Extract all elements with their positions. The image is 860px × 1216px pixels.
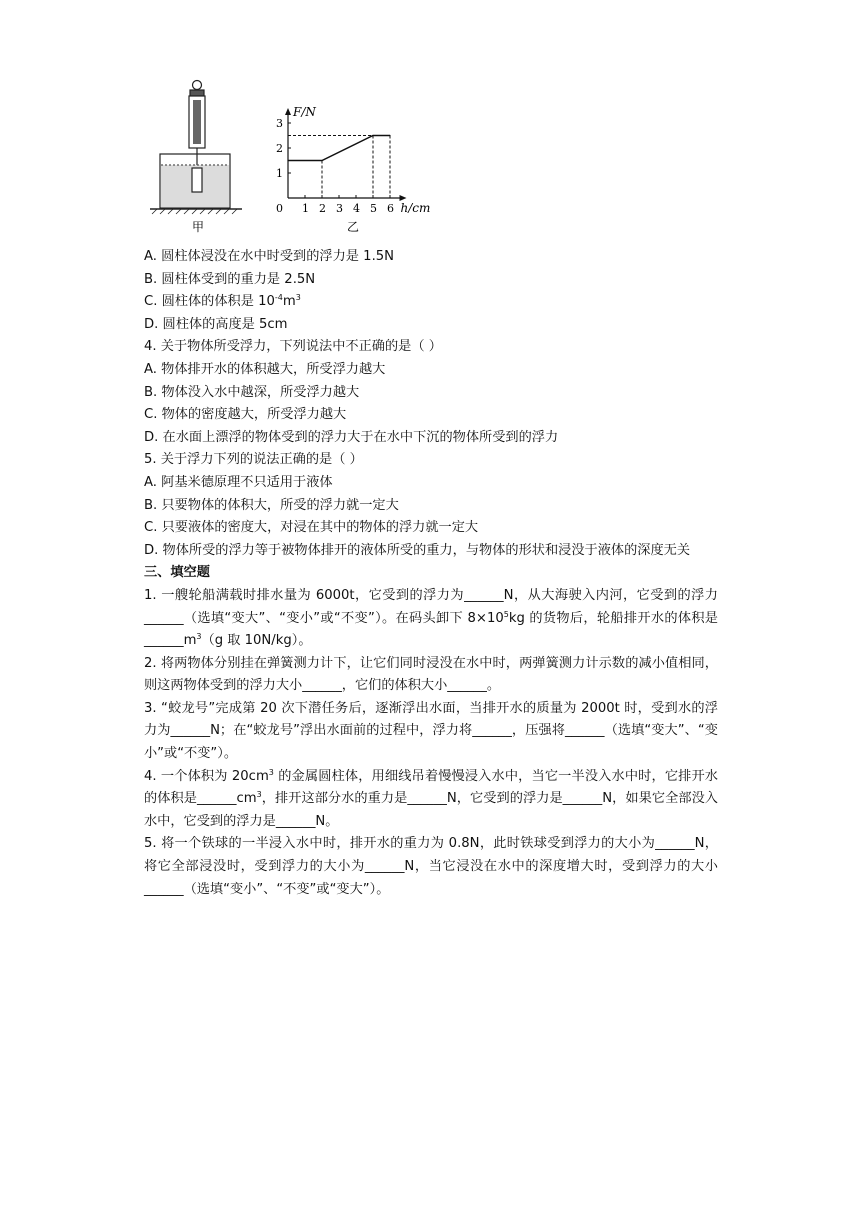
data-point [287, 160, 288, 161]
spring-scale-apparatus [150, 81, 242, 215]
x-tick-label: 1 [302, 202, 309, 215]
data-line [288, 136, 390, 161]
y-tick-label: 2 [276, 142, 283, 155]
fill-question-4: 4. 一个体积为 $20cm^3$ 的金属圆柱体，用细线吊着慢慢浸入水中，当它一半没入水中时，它排开水的体积是$\_\_\_\_\_\_cm^3$，排开这部分水的重力是______N，它受到的浮力是______N，如果它全部没入水中，它受到的浮力是______N。 [144, 767, 718, 829]
q3-option-c: C. 圆柱体的体积是 $10^{-4}m^3$ [144, 293, 301, 310]
x-tick-label: 0 [276, 202, 283, 215]
scale-spring [193, 100, 201, 144]
question-content [144, 246, 718, 901]
section-title: 三、填空题 [144, 565, 210, 581]
fill-question-3: 3. “蛟龙号”完成第 20 次下潜任务后，逐渐浮出水面，当排开水的质量为 2000t 时，受到水的浮力为______N；在“蛟龙号”浮出水面前的过程中，浮力将______，压强将______（选填“变大”、“变小”或“不变”）。 [144, 700, 718, 762]
scale-top-cap [190, 90, 204, 96]
x-tick-label: 4 [353, 202, 360, 215]
q4-stem: 4. 关于物体所受浮力，下列说法中不正确的是（ ） [144, 339, 442, 355]
q5-option-a: A. 阿基米德原理不只适用于液体 [144, 474, 333, 490]
x-tick-label: 2 [319, 202, 326, 215]
data-point [372, 135, 373, 136]
problem-figure [140, 76, 460, 236]
q4-option-d: D. 在水面上漂浮的物体受到的浮力大于在水中下沉的物体所受到的浮力 [144, 429, 559, 445]
y-tick-label: 1 [276, 167, 283, 180]
force-depth-graph [276, 105, 430, 215]
q4-option-a: A. 物体排开水的体积越大，所受浮力越大 [144, 361, 386, 377]
y-axis-arrow [285, 108, 291, 115]
q5-stem: 5. 关于浮力下列的说法正确的是（ ） [144, 452, 363, 468]
right-caption: 乙 [347, 220, 360, 234]
fill-question-1: 1. 一艘轮船满载时排水量为 6000t，它受到的浮力为______N，从大海驶入内河，它受到的浮力______（选填“变大”、“变小”或“不变”）。在码头卸下 $8\times 10^5kg$ 的货物后，轮船排开水的体积是$\_\_\_\_\_\_m^3(g$ 取 10N/kg）。 [144, 587, 718, 649]
fill-question-5: 5. 将一个铁球的一半浸入水中时，排开水的重力为 0.8N，此时铁球受到浮力的大小为______N，将它全部浸没时，受到浮力的大小为______N，当它浸没在水中的深度增大时，受到浮力的大小______（选填“变小”、“不变”或“变大”）。 [144, 836, 718, 897]
q4-option-c: C. 物体的密度越大，所受浮力越大 [144, 407, 347, 423]
cylinder [192, 168, 202, 192]
q5-option-b: B. 只要物体的体积大，所受的浮力就一定大 [144, 497, 399, 513]
q4-option-b: B. 物体没入水中越深，所受浮力越大 [144, 384, 360, 400]
data-point [389, 135, 390, 136]
q5-option-d: D. 物体所受的浮力等于被物体排开的液体所受的重力，与物体的形状和浸没于液体的深度无关 [144, 542, 691, 558]
y-tick-label: 3 [276, 117, 283, 130]
x-tick-label: 3 [336, 202, 343, 215]
x-tick-label: 6 [387, 202, 394, 215]
q3-option-d: D. 圆柱体的高度是 5cm [144, 316, 288, 332]
left-caption: 甲 [192, 220, 205, 234]
q3-option-b: B. 圆柱体受到的重力是 2.5N [144, 271, 316, 287]
scale-hook-ring [193, 81, 202, 90]
q3-option-a: A. 圆柱体浸没在水中时受到的浮力是 1.5N [144, 249, 395, 264]
fill-question-2: 2. 将两物体分别挂在弹簧测力计下，让它们同时浸没在水中时，两弹簧测力计示数的减小值相同，则这两物体受到的浮力大小______，它们的体积大小______。 [144, 655, 718, 694]
data-point [321, 160, 322, 161]
figure-svg [140, 76, 460, 236]
x-tick-label: 5 [370, 202, 377, 215]
y-axis-label: F/N [293, 105, 316, 119]
x-axis-label: h/cm [400, 201, 431, 215]
q5-option-c: C. 只要液体的密度大，对浸在其中的物体的浮力就一定大 [144, 520, 479, 536]
